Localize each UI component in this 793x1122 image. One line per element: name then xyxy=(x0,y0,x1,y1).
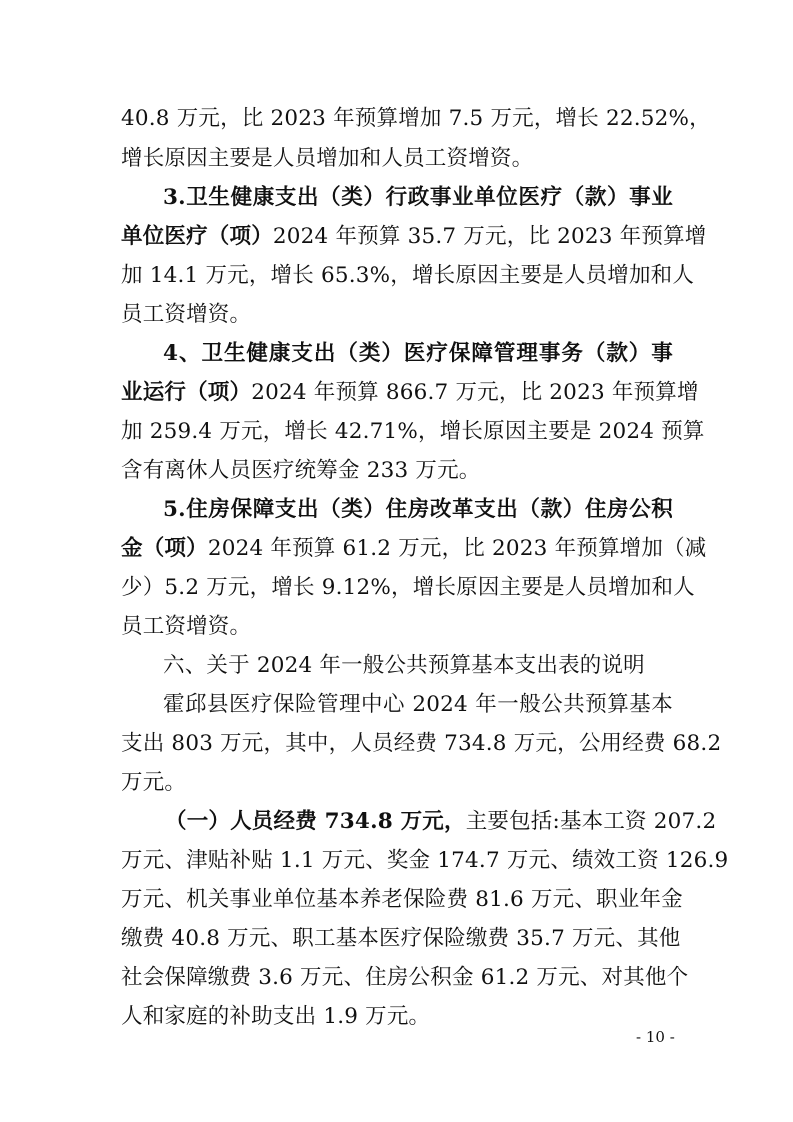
text-line: 社会保障缴费 3.6 万元、住房公积金 61.2 万元、对其他个 xyxy=(121,965,689,990)
text-fragment: 2024 年预算 35.7 万元，比 2023 年预算增 xyxy=(272,224,707,249)
text-line: 40.8 万元，比 2023 年预算增加 7.5 万元，增长 22.52%， xyxy=(121,106,711,131)
page-number: - 10 - xyxy=(636,1028,675,1046)
bold-heading-fragment: 业运行（项） xyxy=(121,380,252,405)
text-line: 人和家庭的补助支出 1.9 万元。 xyxy=(121,1004,431,1029)
text-fragment: 主要包括:基本工资 207.2 xyxy=(465,809,717,834)
text-line: 万元、津贴补贴 1.1 万元、奖金 174.7 万元、绩效工资 126.9 xyxy=(121,848,729,873)
text-line: 少）5.2 万元，增长 9.12%，增长原因主要是人员增加和人 xyxy=(121,575,695,600)
text-line: 员工资增资。 xyxy=(121,614,252,639)
text-line xyxy=(121,222,707,254)
bold-heading-fragment: （一）人员经费 734.8 万元， xyxy=(165,809,466,834)
text-line: 含有离休人员医疗统筹金 233 万元。 xyxy=(121,458,481,483)
text-line: 加 259.4 万元，增长 42.71%，增长原因主要是 2024 预算 xyxy=(121,419,705,444)
text-line: 霍邱县医疗保险管理中心 2024 年一般公共预算基本 xyxy=(163,692,673,717)
text-line xyxy=(121,378,699,410)
text-line: 支出 803 万元，其中，人员经费 734.8 万元，公用经费 68.2 xyxy=(121,731,722,756)
text-line: 加 14.1 万元，增长 65.3%，增长原因主要是人员增加和人 xyxy=(121,263,695,288)
text-line: 万元、机关事业单位基本养老保险费 81.6 万元、职业年金 xyxy=(121,887,683,912)
section-heading: 六、关于 2024 年一般公共预算基本支出表的说明 xyxy=(163,653,645,678)
bold-heading-fragment: 金（项） xyxy=(121,536,208,561)
text-line: 员工资增资。 xyxy=(121,302,252,327)
text-line xyxy=(165,807,717,839)
text-fragment: 2024 年预算 866.7 万元，比 2023 年预算增 xyxy=(251,380,699,405)
text-line: 3.卫生健康支出（类）行政事业单位医疗（款）事业 xyxy=(163,185,673,210)
text-fragment: 2024 年预算 61.2 万元，比 2023 年预算增加（减 xyxy=(207,536,707,561)
text-line: 增长原因主要是人员增加和人员工资增资。 xyxy=(121,146,534,171)
text-line: 4、卫生健康支出（类）医疗保障管理事务（款）事 xyxy=(163,341,673,366)
text-line: 万元。 xyxy=(121,770,187,795)
bold-heading-fragment: 单位医疗（项） xyxy=(121,224,273,249)
text-line xyxy=(121,534,707,566)
text-line: 5.住房保障支出（类）住房改革支出（款）住房公积 xyxy=(163,497,673,522)
text-line: 缴费 40.8 万元、职工基本医疗保险缴费 35.7 万元、其他 xyxy=(121,926,681,951)
